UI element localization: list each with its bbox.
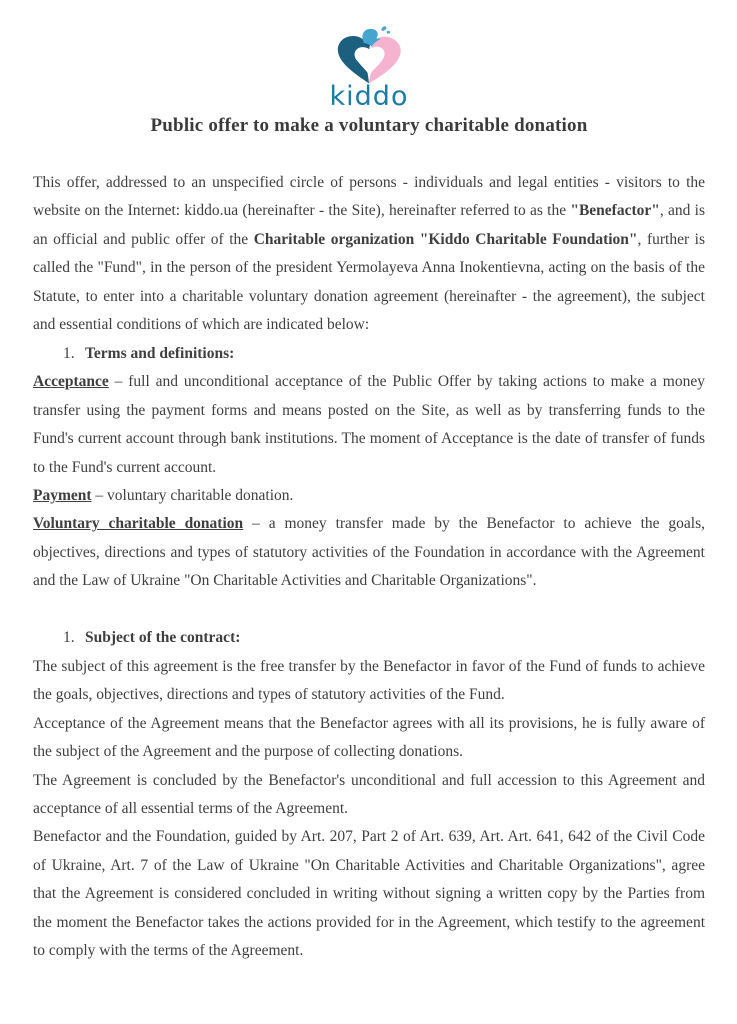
text-run: – voluntary charitable donation. bbox=[91, 486, 294, 504]
text-run: Acceptance of the Agreement means that the Benefactor agrees with all its provisions, he is fully aware of the subject of the Agreement and the purpose of collecting donations. bbox=[33, 714, 705, 761]
text-run: , and is an official and public offer of the bbox=[33, 202, 705, 248]
paragraph bbox=[33, 767, 705, 824]
document-body bbox=[33, 169, 705, 966]
kiddo-heart-logo-icon bbox=[331, 24, 407, 84]
defined-term: Payment bbox=[33, 486, 92, 504]
text-run: The Agreement is concluded by the Benefactor's unconditional and full accession to this Agreement and acceptance of all essential terms of the Agreement. bbox=[33, 771, 705, 817]
text-run: Charitable organization "Kiddo Charitable Foundation" bbox=[253, 230, 638, 248]
list-item bbox=[33, 340, 705, 368]
paragraph bbox=[33, 482, 705, 510]
text-run: Terms and definitions: bbox=[85, 344, 235, 362]
text-run: – a money transfer made by the Benefactor to achieve the goals, objectives, directions and types of statutory activities of the Foundation in accordance with the Agreement and the Law of Ukraine "On Charitable Activities and Charitable Organizations". bbox=[33, 515, 706, 590]
logo-wordmark: kiddo bbox=[329, 81, 409, 112]
list-number: 1. bbox=[63, 629, 75, 647]
defined-term: Acceptance bbox=[33, 373, 109, 391]
defined-term: Voluntary charitable donation bbox=[33, 515, 244, 533]
paragraph bbox=[33, 169, 705, 340]
text-run: Benefactor and the Foundation, guided by Art. 207, Part 2 of Art. 639, Art. Art. 641, 642 of the Civil Code of Ukraine, Art. 7 of the Law of Ukraine "On Charitable Activities and Charitable Organizations", agree that the Agreement is considered concluded in writing without signing a written copy by the Parties from the moment the Benefactor takes the actions provided for in the Agreement, which testify to the agreement to comply with the terms of the Agreement. bbox=[33, 828, 705, 960]
text-run: , further is called the "Fund", in the person of the president Yermolayeva Anna Inokentievna, acting on the basis of the Statute, to enter into a charitable voluntary donation agreement (hereinafter - the agreement), the subject and essential conditions of which are indicated below: bbox=[33, 230, 706, 334]
paragraph bbox=[33, 823, 705, 965]
text-run: – full and unconditional acceptance of the Public Offer by taking actions to make a money transfer using the payment forms and means posted on the Site, as well as by transferring funds to the Fund's current account through bank institutions. The moment of Acceptance is the date of transfer of funds to the Fund's current account. bbox=[33, 373, 705, 476]
paragraph bbox=[33, 710, 705, 767]
kiddo-logo bbox=[33, 24, 705, 112]
list-number: 1. bbox=[63, 344, 75, 362]
text-run: The subject of this agreement is the free transfer by the Benefactor in favor of the Fund of funds to achieve the goals, objectives, directions and types of statutory activities of the Fund. bbox=[33, 657, 705, 704]
paragraph bbox=[33, 653, 705, 710]
list-item bbox=[33, 624, 705, 652]
paragraph-spacer bbox=[33, 596, 705, 624]
text-run: Subject of the contract: bbox=[85, 629, 241, 647]
page-title: Public offer to make a voluntary charitable donation bbox=[150, 115, 588, 136]
paragraph bbox=[33, 510, 705, 595]
logo-droplet-icon bbox=[387, 31, 390, 34]
logo-droplet-icon bbox=[381, 26, 386, 31]
text-run: "Benefactor" bbox=[570, 202, 660, 220]
paragraph bbox=[33, 368, 705, 482]
text-run: This offer, addressed to an unspecified circle of persons - individuals and legal entities - visitors to the website on the Internet: kiddo.ua (hereinafter - the Site), hereinafter referred to as the bbox=[33, 174, 705, 220]
